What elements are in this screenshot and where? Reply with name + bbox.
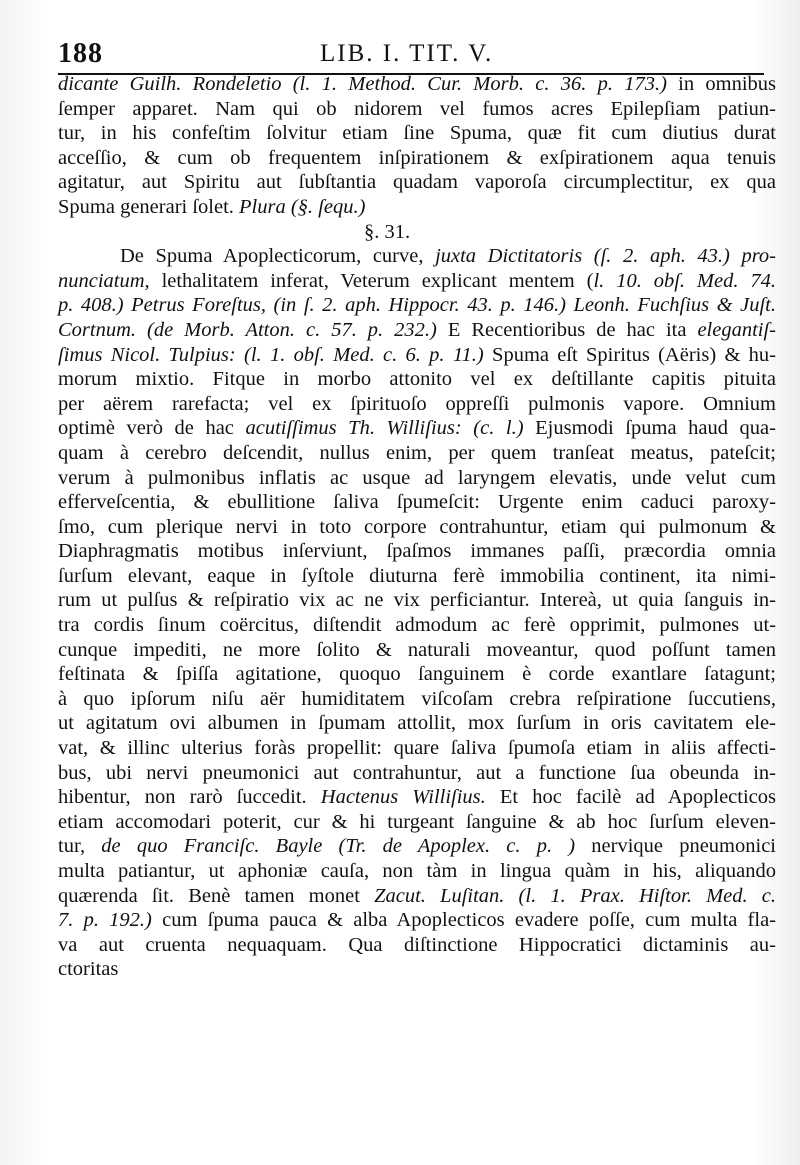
paragraph-2 — [58, 244, 776, 982]
text-line — [58, 490, 776, 515]
text-line — [58, 466, 776, 491]
text-segment: ſemper apparet. Nam qui ob nidorem vel fumos acres Epilepſiam patiun- — [58, 97, 776, 120]
text-line — [58, 416, 776, 441]
italic-segment: 7. p. 192.) — [58, 909, 152, 932]
text-segment: quærenda ſit. Benè tamen monet — [58, 884, 375, 907]
text-line — [58, 72, 776, 97]
text-line — [58, 662, 776, 687]
text-segment: tur, — [58, 835, 102, 858]
italic-segment: juxta Dictitatoris (ſ. 2. aph. 43.) pro- — [435, 245, 777, 268]
text-line — [58, 441, 776, 466]
body-text — [58, 72, 776, 982]
text-line — [58, 687, 776, 712]
text-line — [58, 711, 776, 736]
text-line — [58, 195, 776, 220]
text-segment: per aërem rarefacta; vel ex ſpirituoſo oppreſſi pulmonis vapore. Omnium — [58, 392, 776, 415]
paragraph-1 — [58, 72, 776, 220]
text-segment: ctoritas — [58, 958, 119, 981]
text-line — [58, 957, 776, 982]
page-header — [58, 34, 778, 74]
italic-segment: dicante Guilh. Rondeletio (l. 1. Method. Cur. Morb. c. 36. p. 173.) — [58, 73, 667, 95]
page-number: 188 — [58, 38, 103, 69]
text-segment: efferveſcentia, & ebullitione ſaliva ſpumeſcit: Urgente enim caduci paroxy- — [58, 491, 776, 514]
text-segment: etiam accomodari poterit, cur & hi turgeant ſanguine & ab hoc ſurſum eleven- — [58, 810, 776, 833]
text-segment: ſurſum elevant, eaque in ſyſtole diuturna ferè immobilia continent, ita nimi- — [58, 564, 776, 587]
text-segment: Et hoc facilè ad Apoplecticos — [485, 786, 776, 809]
text-segment: De Spuma Apoplecticorum, curve, — [120, 245, 436, 268]
text-line — [58, 515, 776, 540]
text-line — [58, 613, 776, 638]
text-line — [58, 638, 776, 663]
text-segment: tra cordis ſinum coërcitus, diſtendit admodum ac ferè opprimit, pulmones ut- — [58, 614, 776, 637]
italic-segment: Hactenus Williſius. — [320, 786, 486, 809]
text-segment: ut agitatum ovi albumen in ſpumam attollit, mox ſurſum in oris cavitatem ele- — [58, 712, 776, 735]
text-line — [58, 343, 776, 368]
text-line — [58, 146, 776, 171]
text-segment: acceſſio, & cum ob frequentem inſpirationem & exſpirationem aqua tenuis — [58, 146, 776, 169]
text-segment: morum mixtio. Fitque in morbo attonito vel ex deſtillante capitis pituita — [58, 368, 776, 391]
text-segment: cunque impediti, ne more ſolito & naturali moveantur, quod poſſunt tamen — [58, 638, 776, 661]
text-segment: multa patiantur, ut aphoniæ cauſa, non tàm in lingua quàm in his, aliquando — [58, 860, 776, 882]
section-number: §. 31. — [364, 220, 411, 243]
text-line — [58, 785, 776, 810]
text-segment: hibentur, non rarò ſuccedit. — [58, 786, 321, 809]
italic-segment: Zacut. Luſitan. (l. 1. Prax. Hiſtor. Med. c. — [374, 884, 776, 907]
text-line — [58, 97, 776, 122]
text-segment: cum ſpuma pauca & alba Apoplecticos evadere poſſe, cum multa fla- — [151, 909, 776, 932]
text-line — [58, 539, 776, 564]
text-segment: Ejusmodi ſpuma haud qua- — [523, 417, 776, 440]
italic-segment: Leonh. Fuchſius & Juſt. — [573, 294, 776, 317]
text-segment: lethalitatem inferat, Veterum explicant mentem ( — [149, 269, 594, 292]
italic-segment: Cortnum. (de Morb. Atton. c. 57. p. 232.) — [58, 318, 437, 341]
text-line — [58, 293, 776, 318]
text-segment: vat, & illinc ulterius foràs propellit: quare ſaliva ſpumoſa etiam in aliis affecti- — [58, 737, 776, 760]
running-head: LIB. I. TIT. V. — [320, 40, 494, 67]
italic-segment: p. 408.) Petrus Foreſtus, (in ſ. 2. aph. Hippocr. 43. p. 146.) — [58, 294, 566, 317]
text-segment: in omnibus — [666, 73, 776, 95]
text-segment: Spuma eſt Spiritus (Aëris) & hu- — [483, 343, 776, 366]
text-segment: verum à pulmonibus inflatis ac usque ad laryngem elevatis, unde velut cum — [58, 466, 776, 489]
text-line — [58, 269, 776, 294]
text-line — [58, 736, 776, 761]
text-segment: tur, in his confeſtim ſolvitur etiam ſine Spuma, quæ fit cum diutius durat — [58, 122, 776, 145]
text-line — [58, 810, 776, 835]
text-line — [58, 933, 776, 958]
text-segment: va aut cruenta nequaquam. Qua diſtinctione Hippocratici dictaminis au- — [58, 933, 776, 956]
text-segment: optimè verò de hac — [58, 417, 246, 440]
text-line — [58, 392, 776, 417]
text-line — [58, 588, 776, 613]
text-segment: E Recentioribus de hac ita — [436, 318, 698, 341]
text-line — [58, 884, 776, 909]
italic-segment: l. 10. obſ. Med. 74. — [593, 269, 776, 292]
text-line — [58, 834, 776, 859]
text-segment: nervique pneumonici — [575, 835, 776, 858]
italic-segment: Plura (§. ſequ.) — [239, 195, 366, 218]
text-segment: bus, ubi nervi pneumonici aut contrahuntur, aut a functione ſua obeunda in- — [58, 761, 776, 784]
text-segment: agitatur, aut Spiritu aut ſubſtantia quadam vaporoſa circumplectitur, ex qua — [58, 171, 776, 194]
italic-segment: de quo Franciſc. Bayle (Tr. de Apoplex. c. p. ) — [101, 835, 576, 858]
text-line — [58, 244, 776, 269]
text-line — [58, 367, 776, 392]
text-line — [58, 170, 776, 195]
text-line — [58, 121, 776, 146]
text-segment: Spuma generari ſolet. — [58, 195, 240, 218]
text-segment: feſtinata & ſpiſſa agitatione, quoquo ſanguinem è corde exantlare ſatagunt; — [58, 663, 776, 686]
text-segment: quam à cerebro deſcendit, nullus enim, per quem tranſeat meatus, pateſcit; — [58, 441, 776, 464]
text-line — [58, 859, 776, 884]
text-line — [58, 564, 776, 589]
italic-segment: nunciatum, — [58, 269, 150, 292]
italic-segment: elegantiſ- — [697, 318, 776, 341]
text-segment: ſmo, cum plerique nervi in toto corpore contrahuntur, etiam qui pulmonum & — [58, 515, 776, 538]
text-segment: Diaphragmatis motibus inſerviunt, ſpaſmos immanes paſſi, præcordia omnia — [58, 540, 776, 563]
italic-segment: ſimus Nicol. Tulpius: (l. 1. obſ. Med. c. 6. p. 11.) — [58, 343, 484, 366]
text-segment: à quo ipſorum niſu aër humiditatem viſcoſam crebra reſpiratione ſuccutiens, — [58, 687, 776, 710]
italic-segment: acutiſſimus Th. Williſius: (c. l.) — [245, 417, 524, 440]
text-line — [58, 908, 776, 933]
text-line — [58, 761, 776, 786]
text-segment: rum ut pulſus & reſpiratio vix ac ne vix perficiantur. Intereà, ut quia ſanguis in- — [58, 589, 776, 612]
text-line — [58, 318, 776, 343]
